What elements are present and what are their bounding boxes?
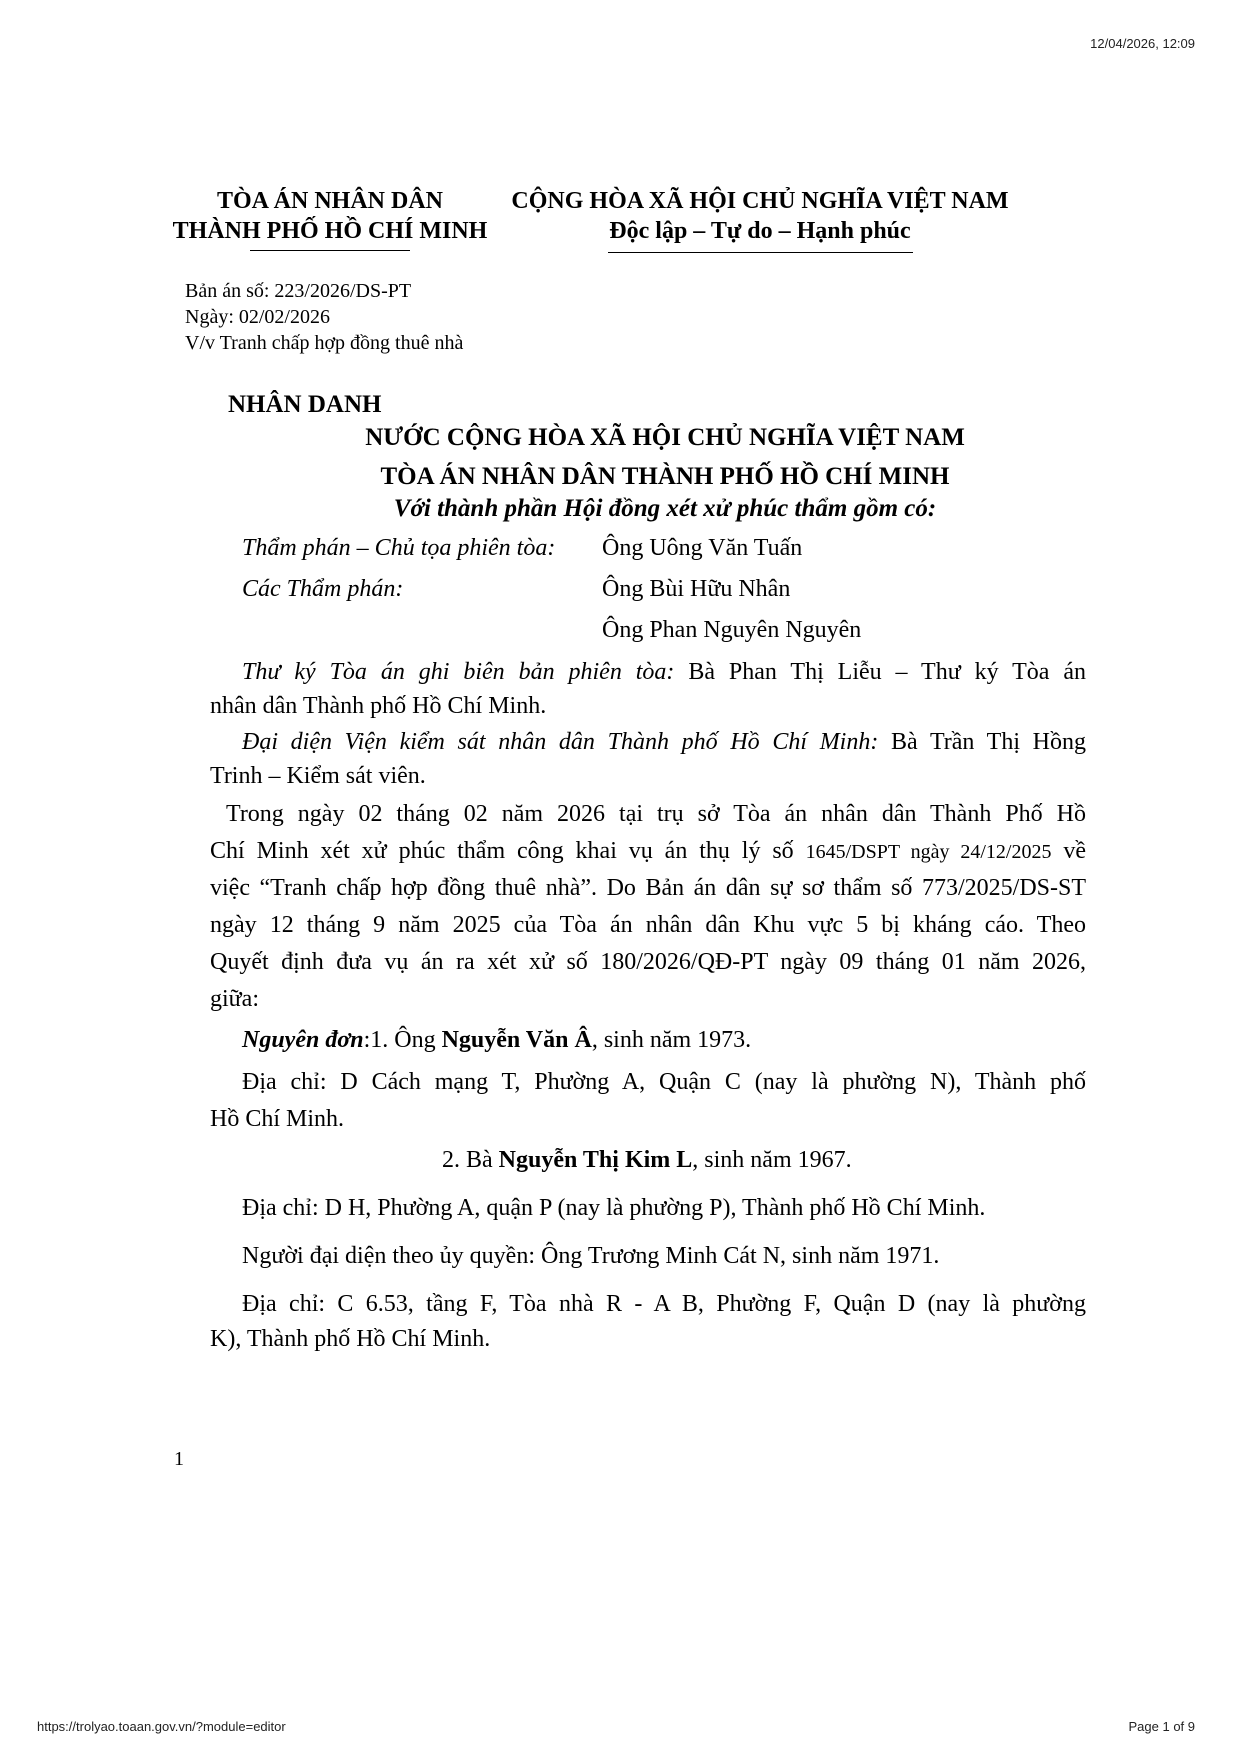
page-number: 1 — [174, 1448, 184, 1470]
plaintiff-2-suffix: , sinh năm 1967. — [692, 1147, 852, 1173]
nation-title: NƯỚC CỘNG HÒA XÃ HỘI CHỦ NGHĨA VIỆT NAM — [365, 424, 965, 451]
nation-name: CỘNG HÒA XÃ HỘI CHỦ NGHĨA VIỆT NAM — [511, 188, 1009, 214]
plaintiff-2 — [442, 1142, 852, 1179]
plaintiff-label: Nguyên đơn — [242, 1027, 364, 1053]
intro-line-2b: 1645/DSPT ngày 24/12/2025 — [805, 841, 1052, 863]
plaintiff-1-suffix: , sinh năm 1973. — [591, 1027, 752, 1053]
print-timestamp: 12/04/2026, 12:09 — [1090, 36, 1195, 51]
case-info — [185, 278, 463, 356]
clerk-label: Thư ký Tòa án ghi biên bản phiên tòa: — [242, 659, 675, 685]
in-name-of-label: NHÂN DANH — [228, 391, 382, 418]
intro-line-1: Trong ngày 02 tháng 02 năm 2026 tại trụ sở Tòa án nhân dân Thành Phố Hồ — [226, 801, 1086, 827]
address-1-line-1: Địa chỉ: D Cách mạng T, Phường A, Quận C (nay là phường N), Thành phố — [242, 1069, 1086, 1095]
case-date: Ngày: 02/02/2026 — [185, 306, 330, 328]
clerk-paragraph — [242, 654, 1086, 691]
representative: Người đại diện theo ủy quyền: Ông Trương Minh Cát N, sinh năm 1971. — [242, 1243, 940, 1269]
address-3-line-2: K), Thành phố Hồ Chí Minh. — [210, 1326, 491, 1352]
intro-line-2 — [210, 833, 1086, 871]
address-2: Địa chỉ: D H, Phường A, quận P (nay là phường P), Thành phố Hồ Chí Minh. — [242, 1195, 986, 1221]
plaintiff-1 — [242, 1022, 751, 1059]
plaintiff-1-prefix: :1. Ông — [363, 1027, 436, 1053]
national-motto: Độc lập – Tự do – Hạnh phúc — [609, 218, 911, 244]
court-header — [160, 186, 500, 251]
court-underline — [250, 250, 410, 251]
plaintiff-2-name: Nguyễn Thị Kim L — [498, 1147, 693, 1173]
procurator-label: Đại diện Viện kiểm sát nhân dân Thành phố Hồ Chí Minh: — [242, 729, 879, 755]
judges-label: Các Thẩm phán: — [242, 576, 404, 602]
court-title: TÒA ÁN NHÂN DÂN THÀNH PHỐ HỒ CHÍ MINH — [380, 463, 950, 490]
presiding-judge-label: Thẩm phán – Chủ tọa phiên tòa: — [242, 535, 556, 561]
intro-line-2c: về — [1063, 838, 1087, 864]
intro-line-6: giữa: — [210, 986, 259, 1012]
procurator-value: Bà Trần Thị Hồng — [891, 729, 1087, 755]
clerk-value: Bà Phan Thị Liễu – Thư ký Tòa án — [688, 659, 1086, 685]
plaintiff-1-name: Nguyễn Văn Â — [441, 1027, 592, 1053]
motto-underline — [608, 252, 913, 253]
print-url: https://trolyao.toaan.gov.vn/?module=editor — [37, 1719, 286, 1734]
clerk-value-cont: nhân dân Thành phố Hồ Chí Minh. — [210, 693, 547, 719]
procurator-value-cont: Trinh – Kiểm sát viên. — [210, 763, 426, 789]
judge-name-1: Ông Bùi Hữu Nhân — [602, 576, 791, 602]
intro-line-3: việc “Tranh chấp hợp đồng thuê nhà”. Do Bản án dân sự sơ thẩm số 773/2025/DS-ST — [210, 875, 1086, 901]
case-number: Bản án số: 223/2026/DS-PT — [185, 280, 412, 302]
plaintiff-2-prefix: 2. Bà — [442, 1147, 493, 1173]
address-1-line-2: Hồ Chí Minh. — [210, 1106, 345, 1132]
intro-line-4: ngày 12 tháng 9 năm 2025 của Tòa án nhân dân Khu vực 5 bị kháng cáo. Theo — [210, 912, 1086, 938]
panel-intro: Với thành phần Hội đồng xét xử phúc thẩm gồm có: — [393, 495, 937, 522]
procurator-paragraph — [242, 724, 1086, 761]
judge-name-2: Ông Phan Nguyên Nguyên — [602, 617, 862, 643]
intro-line-5: Quyết định đưa vụ án ra xét xử số 180/2026/QĐ-PT ngày 09 tháng 01 năm 2026, — [210, 949, 1086, 975]
case-subject: V/v Tranh chấp hợp đồng thuê nhà — [185, 332, 464, 354]
print-page-indicator: Page 1 of 9 — [1128, 1719, 1195, 1734]
intro-line-2a: Chí Minh xét xử phúc thẩm công khai vụ án thụ lý số — [210, 838, 794, 864]
address-3-line-1: Địa chỉ: C 6.53, tầng F, Tòa nhà R - A B, Phường F, Quận D (nay là phường — [242, 1291, 1086, 1317]
court-name-line2: THÀNH PHỐ HỒ CHÍ MINH — [172, 218, 488, 244]
court-name-line1: TÒA ÁN NHÂN DÂN — [216, 188, 443, 214]
nation-header — [500, 186, 1020, 253]
presiding-judge-name: Ông Uông Văn Tuấn — [602, 535, 803, 561]
